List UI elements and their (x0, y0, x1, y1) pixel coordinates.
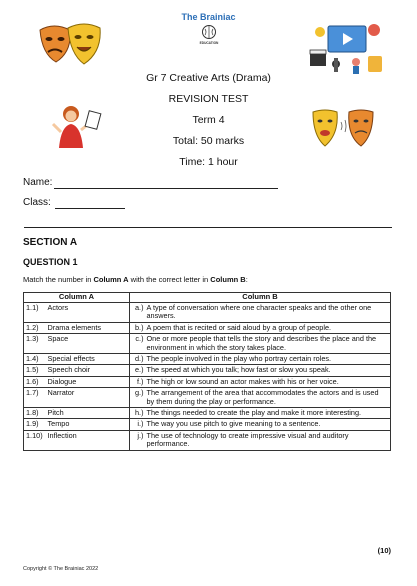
column-b-header: Column B (130, 293, 391, 303)
column-a-term: Pitch (44, 408, 130, 419)
table-row (24, 430, 391, 450)
row-letter: i.) (130, 419, 144, 430)
row-number: 1.3) (24, 334, 44, 354)
column-a-term: Tempo (44, 419, 130, 430)
table-row (24, 388, 391, 408)
divider (24, 227, 392, 228)
row-letter: b.) (130, 322, 144, 333)
column-a-term: Speech choir (44, 365, 130, 376)
column-b-description: The people involved in the play who portray certain roles. (144, 354, 391, 365)
matching-table (23, 292, 391, 451)
column-b-description: A poem that is recited or said aloud by a group of people. (144, 322, 391, 333)
row-letter: j.) (130, 430, 144, 450)
row-letter: e.) (130, 365, 144, 376)
brand-name: The Brainiac (181, 12, 236, 22)
test-title: REVISION TEST (168, 93, 249, 105)
column-a-term: Narrator (44, 388, 130, 408)
question-marks: (10) (377, 546, 391, 555)
row-number: 1.4) (24, 354, 44, 365)
row-number: 1.10) (24, 430, 44, 450)
row-letter: g.) (130, 388, 144, 408)
table-row (24, 303, 391, 323)
row-number: 1.9) (24, 419, 44, 430)
name-label: Name: (23, 177, 53, 188)
row-number: 1.2) (24, 322, 44, 333)
row-letter: c.) (130, 334, 144, 354)
column-b-description: A type of conversation where one character speaks and the other one answers. (144, 303, 391, 323)
column-b-description: The arrangement of the area that accommodates the actors and is used by them during the play or performance. (144, 388, 391, 408)
class-field[interactable] (55, 208, 125, 209)
row-letter: a.) (130, 303, 144, 323)
table-row (24, 334, 391, 354)
column-a-term: Actors (44, 303, 130, 323)
table-row (24, 322, 391, 333)
row-number: 1.7) (24, 388, 44, 408)
column-a-term: Space (44, 334, 130, 354)
column-a-term: Inflection (44, 430, 130, 450)
section-title: SECTION A (23, 237, 78, 248)
column-a-term: Drama elements (44, 322, 130, 333)
column-b-description: The high or low sound an actor makes with his or her voice. (144, 376, 391, 387)
table-row (24, 365, 391, 376)
time-allowed: Time: 1 hour (179, 156, 238, 168)
column-b-description: One or more people that tells the story and describes the place and the environment in which the story takes place. (144, 334, 391, 354)
table-row (24, 408, 391, 419)
row-letter: f.) (130, 376, 144, 387)
column-a-term: Special effects (44, 354, 130, 365)
class-label: Class: (23, 197, 51, 208)
table-row (24, 376, 391, 387)
theatre-masks-icon (38, 22, 104, 72)
column-b-description: The things needed to create the play and make it more interesting. (144, 408, 391, 419)
row-number: 1.5) (24, 365, 44, 376)
column-a-term: Dialogue (44, 376, 130, 387)
subject-title: Gr 7 Creative Arts (Drama) (146, 72, 271, 84)
table-row (24, 354, 391, 365)
row-number: 1.6) (24, 376, 44, 387)
column-b-description: The use of technology to create impressive visual and auditory performance. (144, 430, 391, 450)
copyright-notice: Copyright © The Brainiac 2022 (23, 566, 99, 572)
row-number: 1.1) (24, 303, 44, 323)
column-a-header: Column A (24, 293, 130, 303)
total-marks: Total: 50 marks (172, 135, 245, 147)
term-label: Term 4 (192, 114, 225, 126)
row-letter: h.) (130, 408, 144, 419)
brain-logo-icon (198, 24, 220, 48)
column-b-description: The speed at which you talk; how fast or slow you speak. (144, 365, 391, 376)
instruction-text: Match the number in Column A with the correct letter in Column B: (23, 275, 248, 284)
logo-text: EDUCATION (199, 41, 219, 45)
table-row (24, 419, 391, 430)
question-title: QUESTION 1 (23, 257, 78, 267)
row-letter: d.) (130, 354, 144, 365)
name-field[interactable] (54, 188, 278, 189)
column-b-description: The way you use pitch to give meaning to a sentence. (144, 419, 391, 430)
row-number: 1.8) (24, 408, 44, 419)
film-production-icon (306, 20, 388, 76)
